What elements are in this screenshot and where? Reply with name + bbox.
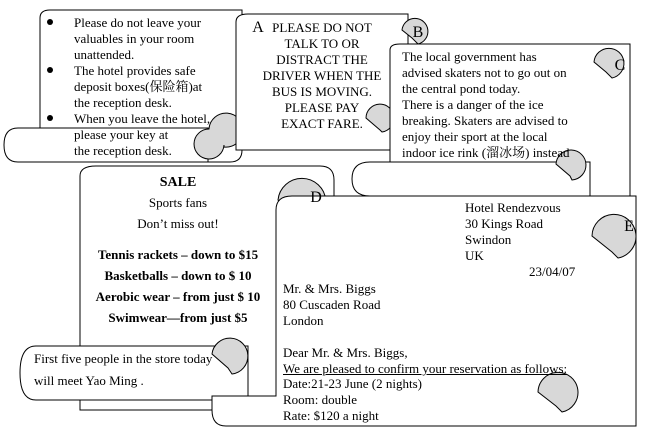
letter-intro: We are pleased to confirm your reservation as follows: <box>283 361 568 376</box>
recipient-line: Mr. & Mrs. Biggs <box>283 281 376 296</box>
recipient-line: 80 Cuscaden Road <box>283 297 381 312</box>
notice-b-line: TALK TO OR <box>284 36 360 51</box>
recipient-line: London <box>283 313 324 328</box>
hotel-address-line: Swindon <box>465 232 512 247</box>
label-a: A <box>252 19 264 36</box>
sale-offer: Basketballs – down to $ 10 <box>104 268 252 283</box>
label-d: D <box>310 189 322 206</box>
label-b: B <box>412 24 424 41</box>
notice-a-line: please your key at <box>74 127 169 142</box>
reservation-detail: Rate: $120 a night <box>283 408 379 423</box>
sale-title: SALE <box>159 175 197 190</box>
notice-b-line: EXACT FARE. <box>281 116 363 131</box>
notice-c-line: The local government has <box>402 49 537 64</box>
letter-salutation: Dear Mr. & Mrs. Biggs, <box>283 345 408 360</box>
notice-b-line: PLEASE PAY <box>284 100 360 115</box>
notice-a-line: deposit boxes(保险箱)at <box>74 79 203 94</box>
letter-date: 23/04/07 <box>529 264 576 279</box>
reservation-detail: Room: double <box>283 392 358 407</box>
sale-subtitle: Sports fans <box>148 195 208 210</box>
label-c: C <box>614 57 626 74</box>
notice-b-line: DISTRACT THE <box>276 52 368 67</box>
hotel-address-line: 30 Kings Road <box>465 216 543 231</box>
bullet-icon <box>47 67 53 73</box>
notice-c-line: advised skaters not to go out on <box>402 65 567 80</box>
notice-b-line: DRIVER WHEN THE <box>262 68 382 83</box>
notice-a-line: Please do not leave your <box>74 15 202 30</box>
notice-c-line: There is a danger of the ice <box>402 97 544 112</box>
notice-b-line: PLEASE DO NOT <box>272 20 372 35</box>
notice-a-line: The hotel provides safe <box>74 63 196 78</box>
hotel-address-line: UK <box>465 248 484 263</box>
notice-a-line: the reception desk. <box>74 143 172 158</box>
reservation-detail: Date:21-23 June (2 nights) <box>283 376 423 391</box>
sale-footer: First five people in the store today <box>34 351 213 366</box>
sale-offer: Swimwear—from just $5 <box>108 310 248 325</box>
sale-subtitle: Don’t miss out! <box>137 216 219 231</box>
hotel-address-line: Hotel Rendezvous <box>465 200 561 215</box>
notice-c-line: indoor ice rink (溜冰场) instead <box>402 145 570 160</box>
notice-a-line: When you leave the hotel, <box>74 111 211 126</box>
notice-b-line: BUS IS MOVING. <box>271 84 373 99</box>
notice-a-line: the reception desk. <box>74 95 172 110</box>
sale-offer: Aerobic wear – from just $ 10 <box>95 289 261 304</box>
notice-c-line: breaking. Skaters are advised to <box>402 113 568 128</box>
notice-c-line: the central pond today. <box>402 81 521 96</box>
notice-a-line: valuables in your room <box>74 31 195 46</box>
bullet-icon <box>47 115 53 121</box>
notice-c-line: enjoy their sport at the local <box>402 129 548 144</box>
sale-offer: Tennis rackets – down to $15 <box>97 247 259 262</box>
label-e: E <box>624 218 634 235</box>
bullet-icon <box>47 19 53 25</box>
sale-footer: will meet Yao Ming . <box>34 373 144 388</box>
notice-a-line: unattended. <box>74 47 135 62</box>
